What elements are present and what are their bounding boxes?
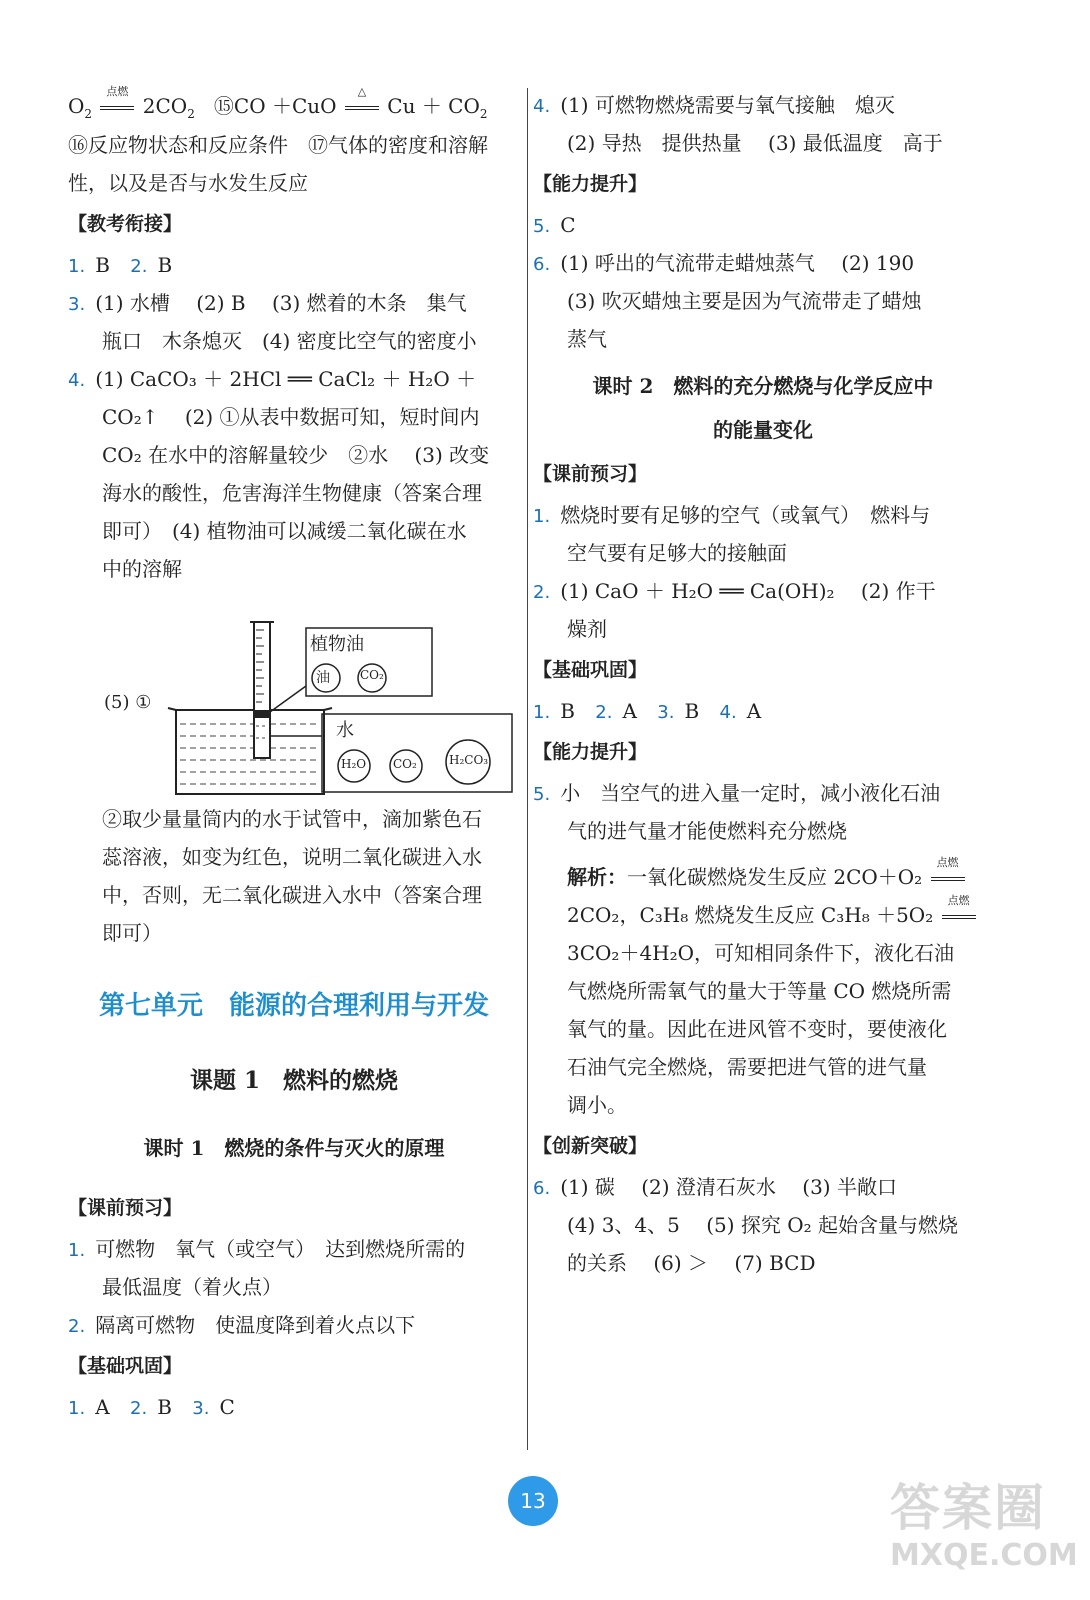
analysis-text: 2CO₂，C₃H₈ 燃烧发生反应 C₃H₈ ＋5O₂ xyxy=(567,903,934,927)
answer: B xyxy=(684,699,700,723)
ignite-condition xyxy=(931,855,965,881)
oil-pointer xyxy=(270,686,306,712)
left-column xyxy=(68,86,520,1426)
question-number: 4. xyxy=(68,370,86,391)
formula-co-cuo: ⑮CO ＋CuO xyxy=(213,94,337,118)
water-label: 水 xyxy=(336,720,354,741)
question-number: 3. xyxy=(192,1398,210,1419)
answer-text: (1) CaCO₃ ＋ 2HCl ══ CaCl₂ ＋ H₂O ＋ xyxy=(95,367,477,391)
diagram-prefix: (5) ① xyxy=(104,692,152,713)
answer-text: 海水的酸性，危害海洋生物健康（答案合理 xyxy=(102,481,482,505)
answer-row xyxy=(68,1230,520,1268)
answer-row xyxy=(68,1388,520,1426)
answer: B xyxy=(157,253,173,277)
oil-label: 植物油 xyxy=(310,634,364,655)
column-divider xyxy=(527,88,528,1450)
answer-text: (2) 导热 提供热量 (3) 最低温度 高于 xyxy=(567,131,943,155)
section-heading: 【能力提升】 xyxy=(533,741,648,763)
answer-text: 即可） xyxy=(102,921,162,945)
oil-layer xyxy=(254,710,270,718)
question-number: 5. xyxy=(533,784,551,805)
question-number: 1. xyxy=(533,702,551,723)
answer-text: CO₂ 在水中的溶解量较少 ②水 (3) 改变 xyxy=(102,443,490,467)
experiment-diagram xyxy=(68,594,520,800)
question-number: 1. xyxy=(68,1398,86,1419)
answer-text: 中，否则，无二氧化碳进入水中（答案合理 xyxy=(102,883,482,907)
answer-text: 蕊溶液，如变为红色，说明二氧化碳进入水 xyxy=(102,845,482,869)
page-number: 13 xyxy=(508,1476,558,1526)
formula-o2: O xyxy=(68,94,85,118)
answer-text: (1) 水槽 (2) B (3) 燃着的木条 集气 xyxy=(95,291,467,315)
watermark-url: MXQE.COM xyxy=(890,1538,1078,1573)
ignite-text: 点燃 xyxy=(106,84,129,98)
formula-o2-sub: 2 xyxy=(84,107,93,121)
question-number: 3. xyxy=(68,294,86,315)
analysis-line xyxy=(533,855,993,896)
question-number: 2. xyxy=(130,256,148,277)
lesson-title: 课时 1 燃烧的条件与灭火的原理 xyxy=(143,1136,445,1160)
text-line: 性，以及是否与水发生反应 xyxy=(68,171,308,195)
answer-text: 蒸气 xyxy=(567,327,607,351)
answer-row xyxy=(533,774,993,812)
section-heading: 【创新突破】 xyxy=(533,1135,648,1157)
formula-2co2: 2CO xyxy=(142,94,188,118)
answer-row xyxy=(533,496,993,534)
answer-text: 小 当空气的进入量一定时，减小液化石油 xyxy=(560,781,941,805)
analysis-line: 石油气完全燃烧，需要把进气管的进气量 xyxy=(567,1055,927,1079)
h2co3-circle-label: H₂CO₃ xyxy=(449,753,489,767)
analysis-lead: 解析： xyxy=(567,865,627,889)
question-number: 2. xyxy=(595,702,613,723)
ignite-text: 点燃 xyxy=(936,855,959,869)
answer-text: CO₂↑ (2) ①从表中数据可知，短时间内 xyxy=(102,405,480,429)
h2o-circle-label: H₂O xyxy=(341,757,367,771)
answer-text: 即可） (4) 植物油可以减缓二氧化碳在水 xyxy=(102,519,467,543)
answer-text: ②取少量量筒内的水于试管中，滴加紫色石 xyxy=(102,807,482,831)
answer-text: 可燃物 氧气（或空气） 达到燃烧所需的 xyxy=(95,1237,466,1261)
right-column xyxy=(533,86,993,1282)
co2-circle-label: CO₂ xyxy=(360,668,384,682)
answer-row xyxy=(533,692,993,730)
question-number: 4. xyxy=(533,96,551,117)
answer-text: (1) 碳 (2) 澄清石灰水 (3) 半敞口 xyxy=(560,1175,897,1199)
formula-2co2-sub: 2 xyxy=(187,107,195,121)
answer-text: (4) 3、4、5 (5) 探究 O₂ 起始含量与燃烧 xyxy=(567,1213,959,1237)
answer-text: 瓶口 木条熄灭 (4) 密度比空气的密度小 xyxy=(102,329,477,353)
text-line: ⑯反应物状态和反应条件 ⑰气体的密度和溶解 xyxy=(68,133,488,157)
answer-text: 燥剂 xyxy=(567,617,607,641)
question-number: 2. xyxy=(533,582,551,603)
oil-circle-label: 油 xyxy=(316,670,330,686)
watermark-logo xyxy=(890,1480,1080,1590)
answer: B xyxy=(95,253,110,277)
answer: C xyxy=(560,213,576,237)
section-heading: 【教考衔接】 xyxy=(68,213,183,235)
answer-text: 中的溶解 xyxy=(102,557,182,581)
section-heading: 【课前预习】 xyxy=(533,463,648,485)
answer-row xyxy=(533,206,993,244)
ignite-condition xyxy=(100,84,134,110)
analysis-line: 气燃烧所需氧气的量大于等量 CO 燃烧所需 xyxy=(567,979,952,1003)
question-number: 3. xyxy=(657,702,675,723)
formula-cu-co2-sub: 2 xyxy=(479,107,488,121)
question-number: 6. xyxy=(533,1178,551,1199)
answer-row xyxy=(533,86,993,124)
answer-row xyxy=(68,284,520,322)
answer: B xyxy=(157,1395,172,1419)
ignite-condition xyxy=(942,893,976,919)
watermark-text: 答案圈 xyxy=(890,1479,1046,1537)
answer-row xyxy=(533,1168,993,1206)
answer-text: 燃烧时要有足够的空气（或氧气） 燃料与 xyxy=(560,503,931,527)
answer-row xyxy=(533,244,993,282)
answer-row xyxy=(68,1306,520,1344)
answer-text: (3) 吹灭蜡烛主要是因为气流带走了蜡烛 xyxy=(567,289,922,313)
analysis-line: 3CO₂＋4H₂O，可知相同条件下，液化石油 xyxy=(567,941,955,965)
answer-text: (1) CaO ＋ H₂O ══ Ca(OH)₂ (2) 作干 xyxy=(560,579,936,603)
analysis-line: 调小。 xyxy=(567,1093,627,1117)
heat-condition xyxy=(345,84,379,110)
formula-cu-co2: Cu ＋ CO xyxy=(387,94,480,118)
answer: B xyxy=(560,699,575,723)
question-number: 2. xyxy=(130,1398,148,1419)
beaker xyxy=(176,710,324,794)
answer: A xyxy=(622,699,637,723)
unit-title: 第七单元 能源的合理利用与开发 xyxy=(98,991,489,1021)
question-number: 2. xyxy=(68,1316,86,1337)
answer-text: 最低温度（着火点） xyxy=(102,1275,282,1299)
answer-text: 隔离可燃物 使温度降到着火点以下 xyxy=(95,1313,416,1337)
water-lines xyxy=(180,724,320,784)
heat-text: △ xyxy=(357,84,367,98)
topic-title: 课题 1 燃料的燃烧 xyxy=(189,1067,398,1094)
answer-text: 气的进气量才能使燃料充分燃烧 xyxy=(567,819,847,843)
lesson-title-line1: 课时 2 燃料的充分燃烧与化学反应中 xyxy=(592,374,934,398)
section-heading: 【基础巩固】 xyxy=(533,659,648,681)
answer-text: (1) 可燃物燃烧需要与氧气接触 熄灭 xyxy=(560,93,895,117)
question-number: 1. xyxy=(68,1240,86,1261)
answer: A xyxy=(746,699,762,723)
section-heading: 【基础巩固】 xyxy=(68,1355,183,1377)
section-heading: 【课前预习】 xyxy=(68,1197,183,1219)
question-number: 5. xyxy=(533,216,551,237)
analysis-line: 氧气的量。因此在进风管不变时，要使液化 xyxy=(567,1017,947,1041)
answer-row xyxy=(68,246,520,284)
answer-text: 的关系 (6) ＞ (7) BCD xyxy=(567,1251,816,1275)
analysis-line xyxy=(533,893,993,934)
answer-text: 空气要有足够大的接触面 xyxy=(567,541,787,565)
co2-circle2-label: CO₂ xyxy=(393,757,417,771)
lesson-title-line2: 的能量变化 xyxy=(713,418,813,442)
answer-text: (1) 呼出的气流带走蜡烛蒸气 (2) 190 xyxy=(560,251,915,275)
answer: C xyxy=(219,1395,235,1419)
question-number: 1. xyxy=(68,256,86,277)
analysis-text: 一氧化碳燃烧发生反应 2CO＋O₂ xyxy=(627,865,923,889)
section-heading: 【能力提升】 xyxy=(533,173,648,195)
answer: A xyxy=(95,1395,110,1419)
formula-line xyxy=(68,86,520,126)
question-number: 4. xyxy=(719,702,737,723)
question-number: 1. xyxy=(533,506,551,527)
question-number: 6. xyxy=(533,254,551,275)
ignite-text: 点燃 xyxy=(947,893,970,907)
answer-row xyxy=(68,360,520,398)
answer-row xyxy=(533,572,993,610)
